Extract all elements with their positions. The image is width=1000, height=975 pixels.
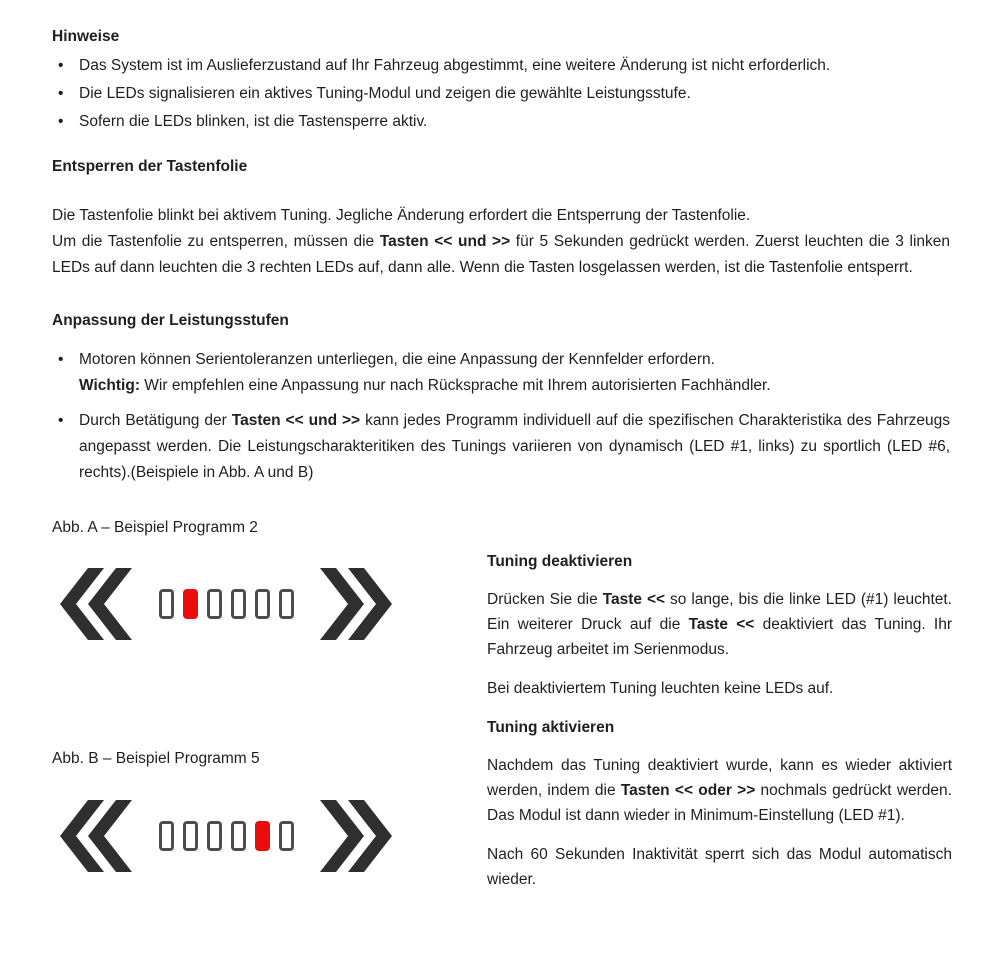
- led-off: [255, 589, 270, 619]
- bullet-marker: •: [58, 351, 64, 368]
- paragraph: Um die Tastenfolie zu entsperren, müssen die Tasten << und >> für 5 Sekunden gedrückt werden. Zuerst leuchten die 3 linken LEDs auf dann leuchten die 3 rechten LEDs auf, dann alle. Wenn die Tasten losgelassen werden, ist die Tastenfolie entsperrt.: [52, 233, 950, 276]
- bullet-marker: •: [58, 57, 64, 74]
- hinweise-list: [52, 53, 950, 135]
- heading-anpassung: Anpassung der Leistungsstufen: [52, 312, 289, 329]
- heading-entsperren: Entsperren der Tastenfolie: [52, 158, 248, 175]
- led-on: [183, 589, 198, 619]
- led-off: [183, 821, 198, 851]
- led-on: [255, 821, 270, 851]
- heading-tuning-deaktivieren: Tuning deaktivieren: [487, 553, 633, 570]
- paragraph: Die Tastenfolie blinkt bei aktivem Tuning. Jegliche Änderung erfordert die Entsperrung der Tastenfolie.: [52, 207, 751, 224]
- tuning-instructions-column: [487, 551, 952, 892]
- led-off: [231, 589, 246, 619]
- figure-b-caption: Abb. B – Beispiel Programm 5: [52, 750, 260, 767]
- led-row: [159, 589, 294, 619]
- chevron-right-icon: [320, 568, 392, 640]
- list-item-text: Die LEDs signalisieren ein aktives Tuning-Modul und zeigen die gewählte Leistungsstufe.: [79, 85, 691, 102]
- chevron-left-icon: [60, 568, 132, 640]
- list-item: [52, 408, 950, 486]
- examples-region: [52, 517, 950, 917]
- figure-a-caption: Abb. A – Beispiel Programm 2: [52, 519, 258, 536]
- led-off: [159, 821, 174, 851]
- list-item: [52, 53, 950, 79]
- led-panel-figure-b: [60, 800, 392, 872]
- bullet-marker: •: [58, 85, 64, 102]
- list-item: [52, 347, 950, 399]
- led-off: [279, 589, 294, 619]
- anpassung-list: [52, 347, 950, 486]
- bullet-marker: •: [58, 412, 64, 429]
- bullet-marker: •: [58, 113, 64, 130]
- list-item-text: Durch Betätigung der Tasten << und >> kann jedes Programm individuell auf die spezifischen Charakteristika des Fahrzeugs angepasst werden. Die Leistungscharakteritiken des Tunings variieren von dynamisch (LED #1, links) zu sportlich (LED #6, rechts).(Beispiele in Abb. A und B): [79, 412, 950, 481]
- list-item: [52, 109, 950, 135]
- chevron-left-icon: [60, 800, 132, 872]
- list-item-text: Sofern die LEDs blinken, ist die Tastensperre aktiv.: [79, 113, 428, 130]
- heading-hinweise: Hinweise: [52, 28, 120, 45]
- list-item: [52, 81, 950, 107]
- led-row: [159, 821, 294, 851]
- paragraph: Bei deaktiviertem Tuning leuchten keine LEDs auf.: [487, 680, 834, 697]
- paragraph: Nachdem das Tuning deaktiviert wurde, kann es wieder aktiviert werden, indem die Tasten << oder >> nochmals gedrückt werden. Das Modul ist dann wieder in Minimum-Einstellung (LED #1).: [487, 757, 952, 824]
- led-off: [279, 821, 294, 851]
- heading-tuning-aktivieren: Tuning aktivieren: [487, 719, 615, 736]
- paragraph: Nach 60 Sekunden Inaktivität sperrt sich das Modul automatisch wieder.: [487, 846, 952, 888]
- list-item-text: Das System ist im Auslieferzustand auf Ihr Fahrzeug abgestimmt, eine weitere Änderung ist nicht erforderlich.: [79, 57, 831, 74]
- led-off: [207, 821, 222, 851]
- paragraph: Drücken Sie die Taste << so lange, bis die linke LED (#1) leuchtet. Ein weiterer Druck auf die Taste << deaktiviert das Tuning. Ihr Fahrzeug arbeitet im Serienmodus.: [487, 591, 952, 658]
- led-panel-figure-a: [60, 568, 392, 640]
- list-item-text: Motoren können Serientoleranzen unterliegen, die eine Anpassung der Kennfelder erfordern.: [79, 351, 715, 368]
- led-off: [207, 589, 222, 619]
- led-off: [231, 821, 246, 851]
- chevron-right-icon: [320, 800, 392, 872]
- entsperren-text: [52, 203, 950, 281]
- led-off: [159, 589, 174, 619]
- list-item-text: Wichtig: Wir empfehlen eine Anpassung nur nach Rücksprache mit Ihrem autorisierten Fachhändler.: [79, 377, 771, 394]
